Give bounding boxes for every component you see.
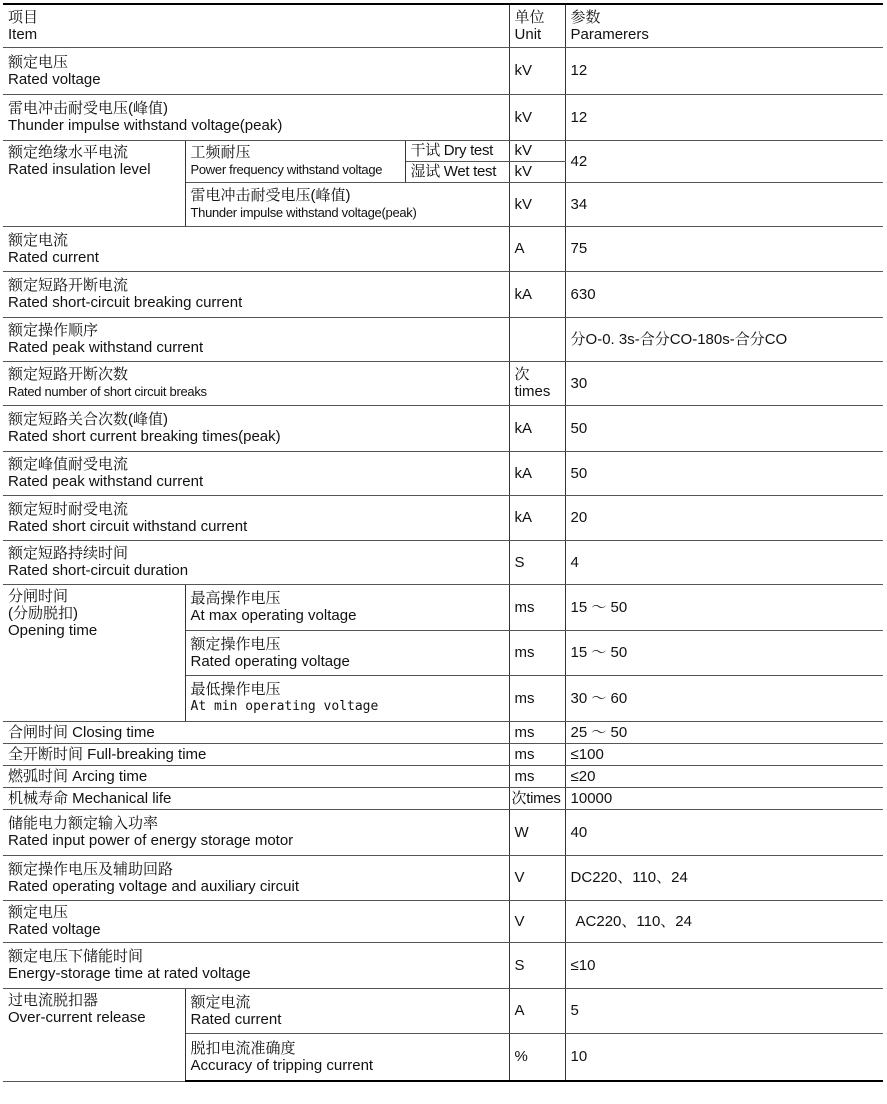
- row-unit: kA: [509, 271, 565, 317]
- row-value: 12: [565, 94, 883, 140]
- row-label: 额定电流 Rated current: [3, 226, 509, 271]
- row-value: 20: [565, 495, 883, 540]
- table-row: [3, 900, 883, 942]
- row-label: 额定短路开断电流 Rated short-circuit breaking current: [3, 271, 509, 317]
- dry-test-label: 干试 Dry test: [405, 140, 509, 161]
- row-label: 额定绝缘水平电流 Rated insulation level: [3, 140, 185, 226]
- table-row: [3, 94, 883, 140]
- row-unit: kV: [509, 47, 565, 94]
- row-value: ≤10: [565, 942, 883, 988]
- row-label: 额定峰值耐受电流 Rated peak withstand current: [3, 451, 509, 495]
- table-row: [3, 988, 883, 1033]
- row-unit: ms: [509, 584, 565, 630]
- row-value: 42: [565, 140, 883, 182]
- sub-label: 最低操作电压 At min operating voltage: [185, 675, 509, 721]
- row-unit: ms: [509, 765, 565, 787]
- row-unit: kV: [509, 182, 565, 226]
- row-unit: kV: [509, 140, 565, 161]
- header-unit: 单位 Unit: [509, 4, 565, 47]
- header-row: [3, 4, 883, 47]
- sub-label: 额定操作电压 Rated operating voltage: [185, 630, 509, 675]
- row-value: 50: [565, 451, 883, 495]
- row-unit: S: [509, 540, 565, 584]
- row-label: 额定短路开断次数 Rated number of short circuit breaks: [3, 361, 509, 405]
- row-unit: ms: [509, 675, 565, 721]
- row-value: 34: [565, 182, 883, 226]
- table-row: [3, 451, 883, 495]
- row-unit: A: [509, 226, 565, 271]
- row-label: 额定短路关合次数(峰值) Rated short current breaking times(peak): [3, 405, 509, 451]
- table-row: [3, 743, 883, 765]
- sub-label: 脱扣电流准确度 Accuracy of tripping current: [185, 1033, 509, 1081]
- row-value: AC220、110、24: [565, 900, 883, 942]
- row-value: 40: [565, 809, 883, 855]
- row-unit: %: [509, 1033, 565, 1081]
- row-unit: V: [509, 900, 565, 942]
- row-value: 75: [565, 226, 883, 271]
- table-row: [3, 361, 883, 405]
- row-value: 30 ～ 60: [565, 675, 883, 721]
- row-value: 10000: [565, 787, 883, 809]
- spec-table: [3, 3, 883, 1082]
- row-label: 额定电压 Rated voltage: [3, 47, 509, 94]
- row-value: 5: [565, 988, 883, 1033]
- wet-test-label: 湿试 Wet test: [405, 161, 509, 182]
- sub-label: 雷电冲击耐受电压(峰值) Thunder impulse withstand voltage(peak): [185, 182, 509, 226]
- row-unit: ms: [509, 721, 565, 743]
- row-value: 25 ～ 50: [565, 721, 883, 743]
- row-label: 额定操作顺序 Rated peak withstand current: [3, 317, 509, 361]
- table-row: [3, 540, 883, 584]
- table-row: [3, 855, 883, 900]
- row-label: 额定短时耐受电流 Rated short circuit withstand current: [3, 495, 509, 540]
- row-label: 雷电冲击耐受电压(峰值) Thunder impulse withstand voltage(peak): [3, 94, 509, 140]
- row-unit: S: [509, 942, 565, 988]
- row-value: 15 ～ 50: [565, 630, 883, 675]
- sub-label: 工频耐压 Power frequency withstand voltage: [185, 140, 405, 182]
- row-label: 合闸时间 Closing time: [3, 721, 509, 743]
- row-value: 15 ～ 50: [565, 584, 883, 630]
- row-unit: ms: [509, 743, 565, 765]
- row-unit: A: [509, 988, 565, 1033]
- table-row: [3, 584, 883, 630]
- row-unit: V: [509, 855, 565, 900]
- row-unit: kV: [509, 94, 565, 140]
- row-value: 50: [565, 405, 883, 451]
- table-row: [3, 226, 883, 271]
- table-row: [3, 942, 883, 988]
- row-label: 机械寿命 Mechanical life: [3, 787, 509, 809]
- row-value: 12: [565, 47, 883, 94]
- row-value: 30: [565, 361, 883, 405]
- row-unit: [509, 317, 565, 361]
- row-label: 分闸时间 (分励脱扣) Opening time: [3, 584, 185, 721]
- table-row: [3, 721, 883, 743]
- row-unit: kA: [509, 405, 565, 451]
- row-unit: 次 times: [509, 361, 565, 405]
- table-row: [3, 271, 883, 317]
- table-row: [3, 495, 883, 540]
- row-label: 燃弧时间 Arcing time: [3, 765, 509, 787]
- row-label: 额定电压下储能时间 Energy-storage time at rated voltage: [3, 942, 509, 988]
- row-value: 分O-0. 3s-合分CO-180s-合分CO: [565, 317, 883, 361]
- row-label: 额定操作电压及辅助回路 Rated operating voltage and auxiliary circuit: [3, 855, 509, 900]
- row-label: 全开断时间 Full-breaking time: [3, 743, 509, 765]
- row-unit: 次times: [509, 787, 565, 809]
- row-label: 过电流脱扣器 Over-current release: [3, 988, 185, 1081]
- table-row: [3, 405, 883, 451]
- table-row: [3, 787, 883, 809]
- table-row: [3, 765, 883, 787]
- header-parameters: 参数 Paramerers: [565, 4, 883, 47]
- row-value: ≤20: [565, 765, 883, 787]
- header-item: 项目 Item: [3, 4, 509, 47]
- sub-label: 额定电流 Rated current: [185, 988, 509, 1033]
- table-row: [3, 317, 883, 361]
- row-label: 储能电力额定输入功率 Rated input power of energy storage motor: [3, 809, 509, 855]
- row-label: 额定电压 Rated voltage: [3, 900, 509, 942]
- sub-label: 最高操作电压 At max operating voltage: [185, 584, 509, 630]
- row-label: 额定短路持续时间 Rated short-circuit duration: [3, 540, 509, 584]
- table-row: [3, 140, 883, 161]
- row-value: DC220、110、24: [565, 855, 883, 900]
- row-value: 630: [565, 271, 883, 317]
- table-row: [3, 47, 883, 94]
- row-value: 4: [565, 540, 883, 584]
- row-unit: ms: [509, 630, 565, 675]
- row-unit: kV: [509, 161, 565, 182]
- row-unit: kA: [509, 495, 565, 540]
- row-value: 10: [565, 1033, 883, 1081]
- row-unit: W: [509, 809, 565, 855]
- table-row: [3, 809, 883, 855]
- row-unit: kA: [509, 451, 565, 495]
- row-value: ≤100: [565, 743, 883, 765]
